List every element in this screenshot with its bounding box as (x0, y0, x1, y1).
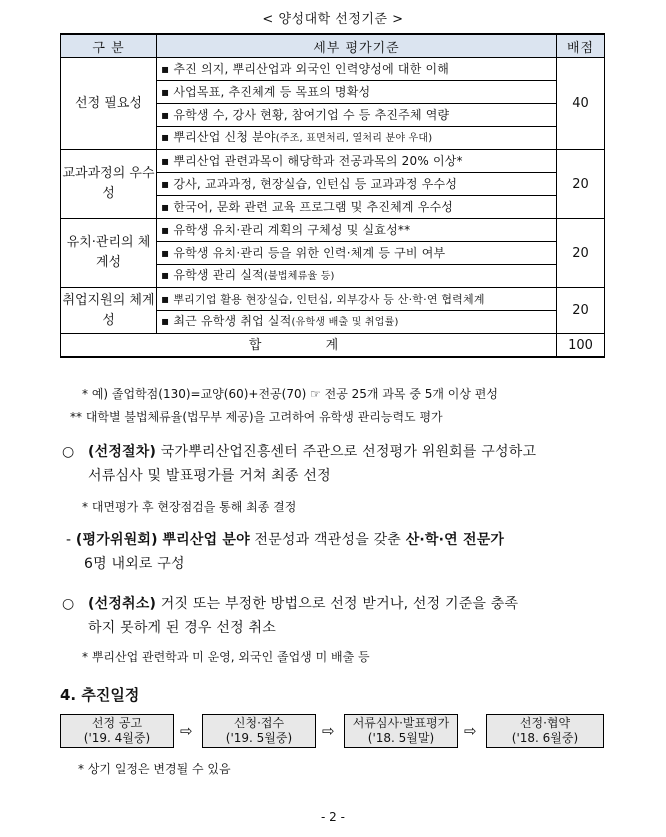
bullet-icon: ▪ (161, 176, 170, 191)
table-row (61, 288, 605, 311)
category-cell: 유치·관리의 체계성 (61, 219, 157, 288)
table-row (61, 150, 605, 173)
bullet-icon: ▪ (161, 222, 170, 237)
table-header-row (61, 34, 605, 58)
procedure-paragraph: ○ (선정절차) 국가뿌리산업진흥센터 주관으로 선정평가 위원회를 구성하고 서류심사 및 발표평가를 거쳐 최종 선정 (62, 440, 622, 488)
criteria-item: ▪ 한국어, 문화 관련 교육 프로그램 및 추진체계 우수성 (157, 196, 557, 219)
arrow-right-icon: ⇨ (322, 722, 335, 740)
category-cell: 취업지원의 체계성 (61, 288, 157, 334)
bullet-icon: ▪ (161, 61, 170, 76)
circle-bullet-icon: ○ (62, 444, 75, 460)
bullet-icon: ▪ (161, 314, 170, 328)
score-cell: 20 (557, 150, 605, 219)
criteria-item: ▪ 강사, 교과과정, 현장실습, 인턴십 등 교과과정 우수성 (157, 173, 557, 196)
total-row (61, 334, 605, 358)
arrow-right-icon: ⇨ (180, 722, 193, 740)
total-label: 합 계 (61, 334, 557, 358)
cancel-note: * 뿌리산업 관련학과 미 운영, 외국인 졸업생 미 배출 등 (82, 650, 370, 664)
criteria-item: ▪ 사업목표, 추진체계 등 목표의 명확성 (157, 81, 557, 104)
criteria-item: ▪ 유학생 유치·관리 등을 위한 인력·체계 등 구비 여부 (157, 242, 557, 265)
table-row (61, 219, 605, 242)
schedule-step-review: 서류심사·발표평가 ('18. 5월말) (344, 714, 458, 748)
bullet-icon: ▪ (161, 84, 170, 99)
schedule-step-apply: 신청·접수 ('19. 5월중) (202, 714, 316, 748)
criteria-item: ▪ 추진 의지, 뿌리산업과 외국인 인력양성에 대한 이해 (157, 58, 557, 81)
bullet-icon: ▪ (161, 291, 170, 306)
score-cell: 40 (557, 58, 605, 150)
item-remark: (주조, 표면처리, 열처리 분야 우대) (275, 133, 433, 144)
procedure-note: * 대면평가 후 현장점검을 통해 최종 결정 (82, 500, 297, 514)
page-number: - 2 - (321, 810, 345, 824)
category-cell: 교과과정의 우수성 (61, 150, 157, 219)
criteria-item: ▪ 뿌리기업 활용 현장실습, 인턴십, 외부강사 등 산·학·연 협력체계 (157, 288, 557, 311)
bullet-icon: ▪ (161, 153, 170, 168)
schedule-heading: 4. 추진일정 (60, 686, 140, 704)
criteria-item: ▪ 최근 유학생 취업 실적(유학생 배출 및 취업률) (157, 311, 557, 334)
criteria-item: ▪ 유학생 유치·관리 계획의 구체성 및 실효성** (157, 219, 557, 242)
circle-bullet-icon: ○ (62, 596, 75, 612)
header-detail: 세부 평가기준 (157, 34, 557, 58)
arrow-right-icon: ⇨ (464, 722, 477, 740)
committee-heading: (평가위원회) (75, 532, 158, 548)
cancel-heading: (선정취소) (88, 596, 157, 612)
header-score: 배점 (557, 34, 605, 58)
table-note-1: * 예) 졸업학점(130)=교양(60)+전공(70) ☞ 전공 25개 과목 중 5개 이상 편성 (82, 387, 498, 401)
bullet-icon: ▪ (161, 107, 170, 122)
criteria-item: ▪ 유학생 관리 실적(불법체류율 등) (157, 265, 557, 288)
table-title: < 양성대학 선정기준 > (262, 12, 404, 27)
committee-paragraph: - (평가위원회) 뿌리산업 분야 전문성과 객관성을 갖춘 산·학·연 전문가 6명 내외로 구성 (66, 532, 505, 572)
table-row (61, 58, 605, 81)
bullet-icon: ▪ (161, 245, 170, 260)
schedule-step-agreement: 선정·협약 ('18. 6월중) (486, 714, 604, 748)
schedule-note: * 상기 일정은 변경될 수 있음 (78, 762, 231, 776)
procedure-heading: (선정절차) (88, 444, 157, 460)
bullet-icon: ▪ (161, 268, 170, 282)
score-cell: 20 (557, 288, 605, 334)
header-category: 구 분 (61, 34, 157, 58)
criteria-table (60, 33, 605, 358)
total-score: 100 (557, 334, 605, 358)
item-remark: (불법체류율 등) (263, 271, 335, 282)
score-cell: 20 (557, 219, 605, 288)
category-cell: 선정 필요성 (61, 58, 157, 150)
table-note-2: ** 대학별 불법체류율(법무부 제공)을 고려하여 유학생 관리능력도 평가 (70, 410, 443, 424)
dash-bullet: - (66, 532, 72, 548)
item-remark: (유학생 배출 및 취업률) (291, 317, 399, 328)
schedule-step-announce: 선정 공고 ('19. 4월중) (60, 714, 174, 748)
bullet-icon: ▪ (161, 199, 170, 214)
bullet-icon: ▪ (161, 130, 170, 144)
cancel-paragraph: ○ (선정취소) 거짓 또는 부정한 방법으로 선정 받거나, 선정 기준을 충족 하지 못하게 된 경우 선정 취소 (62, 592, 622, 640)
criteria-item: ▪ 뿌리산업 관련과목이 해당학과 전공과목의 20% 이상* (157, 150, 557, 173)
criteria-item: ▪ 뿌리산업 신청 분야(주조, 표면처리, 열처리 분야 우대) (157, 127, 557, 150)
criteria-item: ▪ 유학생 수, 강사 현황, 참여기업 수 등 추진주체 역량 (157, 104, 557, 127)
